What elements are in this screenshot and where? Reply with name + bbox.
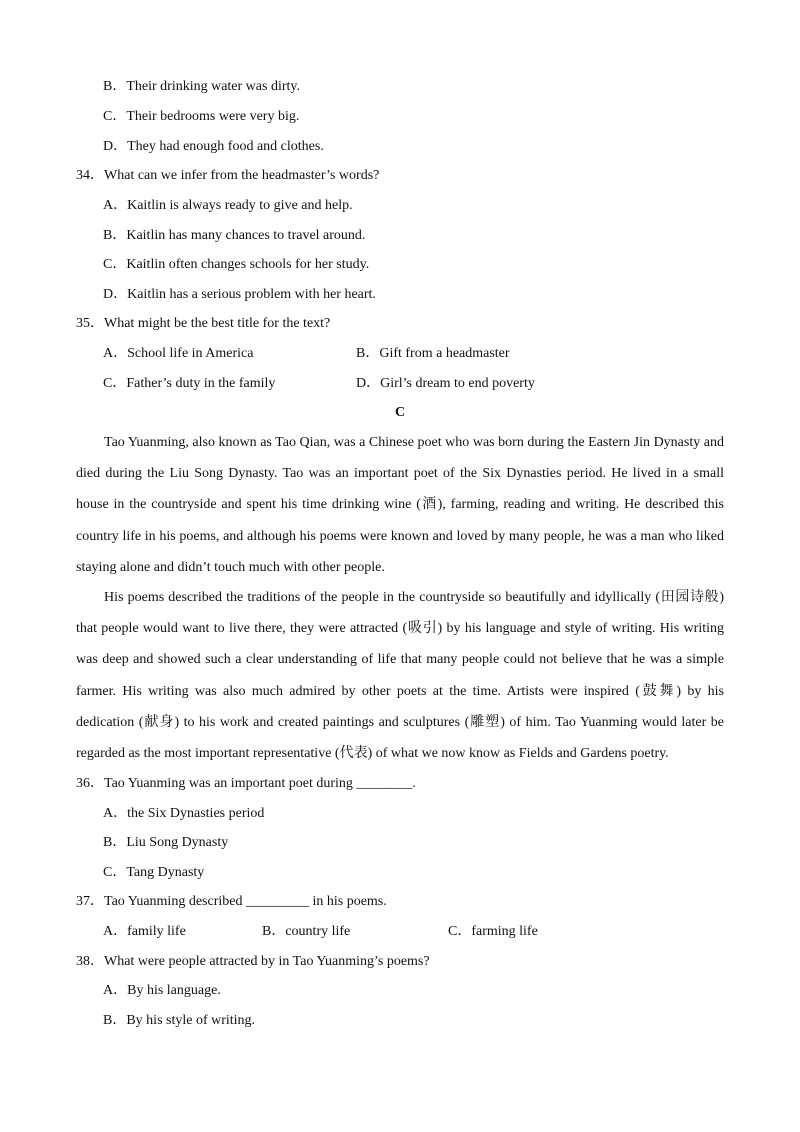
q33-option-c: C．Their bedrooms were very big.: [103, 109, 300, 124]
q33-option-d: D．They had enough food and clothes.: [103, 139, 324, 154]
q34-question: 34．What can we infer from the headmaster’s words?: [76, 168, 380, 183]
q34-option-c: C．Kaitlin often changes schools for her study.: [103, 257, 370, 272]
q36-option-a: A．the Six Dynasties period: [103, 806, 265, 821]
passage-paragraph-1: Tao Yuanming, also known as Tao Qian, was a Chinese poet who was born during the Eastern Jin Dynasty and died during the Liu Song Dynasty. Tao was an important poet of the Six Dynasties period. He lived in a small house in the countryside and spent his time drinking wine (酒), farming, reading and writing. He described this country life in his poems, and although his poems were known and loved by many people, he was a man who liked staying alone and didn’t touch much with other people.: [76, 435, 724, 575]
q34-option-b: B．Kaitlin has many chances to travel around.: [103, 228, 366, 243]
q38-question: 38．What were people attracted by in Tao Yuanming’s poems?: [76, 954, 430, 969]
q36-option-b: B．Liu Song Dynasty: [103, 835, 229, 850]
q38-option-a: A．By his language.: [103, 983, 221, 998]
q35-question: 35．What might be the best title for the text?: [76, 316, 331, 331]
passage-paragraph-2: His poems described the traditions of the people in the countryside so beautifully and idyllically (田园诗般) that people would want to live there, they were attracted (吸引) by his language and style of writing. His writing was deep and showed such a clear understanding of life that many people could not believe that he was a simple farmer. His writing was also much admired by other poets at the time. Artists were inspired (鼓舞) by his dedication (献身) to his work and created paintings and sculptures (雕塑) of him. Tao Yuanming would later be regarded as the most important representative (代表) of what we now know as Fields and Gardens poetry.: [76, 590, 724, 762]
q38-option-b: B．By his style of writing.: [103, 1013, 256, 1028]
q37-option-a: A．family life: [103, 924, 186, 939]
q34-option-a: A．Kaitlin is always ready to give and help.: [103, 198, 353, 213]
q35-option-a: A．School life in America: [103, 346, 254, 361]
q37-option-b: B．country life: [262, 924, 351, 939]
q37-option-c: C．farming life: [448, 924, 538, 939]
q35-option-d: D．Girl’s dream to end poverty: [356, 376, 535, 391]
q37-question: 37．Tao Yuanming described _________ in his poems.: [76, 894, 387, 909]
section-title: C: [394, 405, 406, 420]
q36-option-c: C．Tang Dynasty: [103, 865, 205, 880]
q35-option-c: C．Father’s duty in the family: [103, 376, 276, 391]
q36-question: 36．Tao Yuanming was an important poet during ________.: [76, 776, 416, 791]
q34-option-d: D．Kaitlin has a serious problem with her heart.: [103, 287, 376, 302]
q35-option-b: B．Gift from a headmaster: [356, 346, 510, 361]
q33-option-b: B．Their drinking water was dirty.: [103, 79, 300, 94]
